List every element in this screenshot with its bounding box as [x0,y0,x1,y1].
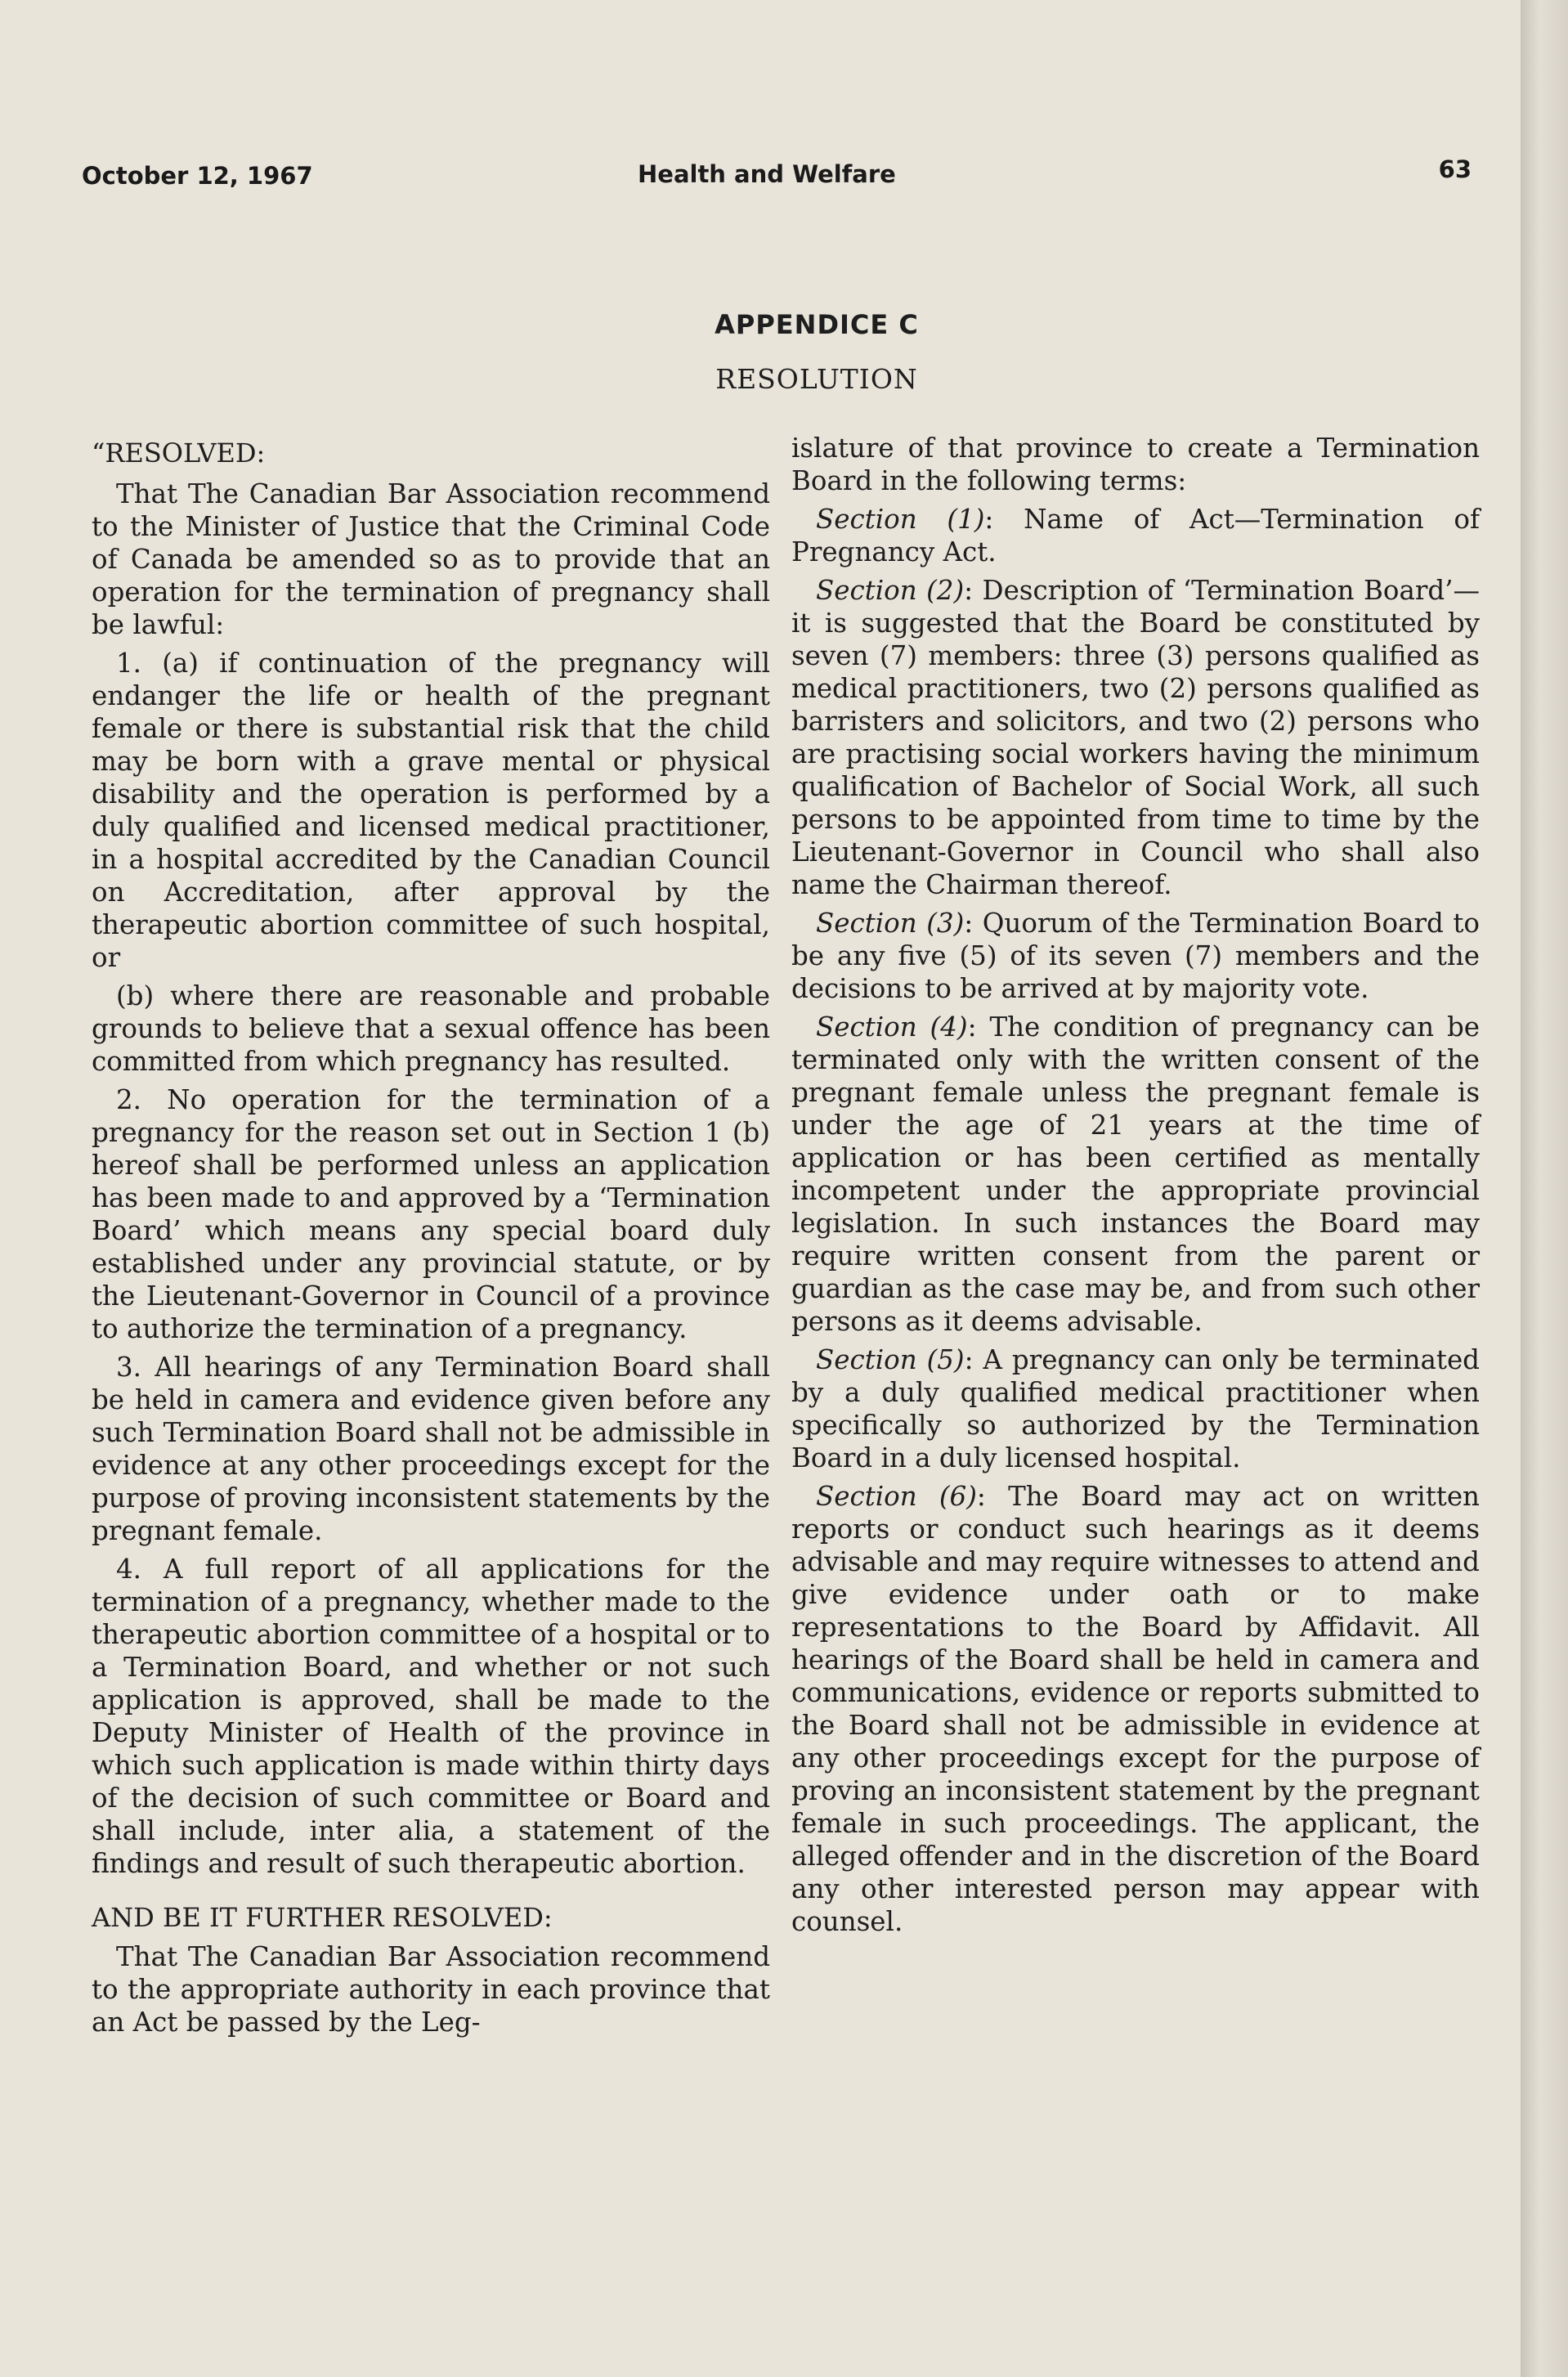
resolution-intro: That The Canadian Bar Association recommend to the Minister of Justice that the Criminal Code of Canada be amended so as to provide that an operation for the termination of pregnancy shall be lawful: [92,478,770,640]
section-2-text: : Description of ‘Termination Board’—it is suggested that the Board be constituted by seven (7) members: three (3) persons qualified as medical practitioners, two (2) persons qualified as barristers and solicitors, and two (2) persons who are practising social workers having the minimum qualification of Bachelor of Social Work, all such persons to be appointed from time to time by the Lieutenant-Governor in Council who shall also name the Chairman thereof. [791,575,1480,900]
resolution-item-1a: 1. (a) if continuation of the pregnancy will endanger the life or health of the pregnant female or there is substantial risk that the child may be born with a grave mental or physical disability and the operation is performed by a duly qualified and licensed medical practitioner, in a hospital accredited by the Canadian Council on Accreditation, after approval by the therapeutic abortion committee of such hospital, or [92,648,770,973]
resolution-item-2: 2. No operation for the termination of a pregnancy for the reason set out in Section 1 (b) hereof shall be performed unless an application has been made to and approved by a ‘Termination Board’ which means any special board duly established under any provincial statute, or by the Lieutenant-Governor in Council of a province to authorize the termination of a pregnancy. [92,1084,770,1344]
resolution-item-3: 3. All hearings of any Termination Board shall be held in camera and evidence given before any such Termination Board shall not be admissible in evidence at any other proceedings except for the purpose of proving inconsistent statements by the pregnant female. [92,1352,770,1546]
running-header [82,155,1472,196]
header-date: October 12, 1967 [82,162,313,190]
left-column [92,432,770,2044]
resolution-item-4: 4. A full report of all applications for the termination of a pregnancy, whether made to the therapeutic abortion committee of a hospital or to a Termination Board, and whether or not such application is approved, shall be made to the Deputy Minister of Health of the province in which such application is made within thirty days of the decision of such committee or Board and shall include, inter alia, a statement of the findings and result of such therapeutic abortion. [92,1554,770,1879]
right-column [791,432,1480,1944]
section-1-text: : Name of Act—Termination of Pregnancy Act. [791,504,1480,567]
page-number: 63 [1438,155,1472,183]
section-6-text: : The Board may act on written reports or conduct such hearings as it deems advisable and may require witnesses to attend and give evidence under oath or to make representations to the Board by Affidavit. All hearings of the Board shall be held in camera and communications, evidence or reports submitted to the Board shall not be admissible in evidence at any other proceedings except for the purpose of proving an inconsistent statement by the pregnant female in such proceedings. The applicant, the alleged offender and in the discretion of the Board any other interested person may appear with counsel. [791,1481,1480,1937]
resolution-item-1b: (b) where there are reasonable and probable grounds to believe that a sexual offence has been committed from which pregnancy has resulted. [92,980,770,1077]
section-4 [791,1011,1480,1338]
resolved-heading: “RESOLVED: [92,437,266,469]
section-3-text: : Quorum of the Termination Board to be any five (5) of its seven (7) members and the decisions to be arrived at by majority vote. [791,908,1480,1004]
page-edge [1521,0,1568,2377]
section-3-label: Section (3) [816,908,965,939]
further-resolved-heading: AND BE IT FURTHER RESOLVED: [92,1902,553,1933]
section-3 [791,907,1480,1005]
section-6 [791,1480,1480,1938]
section-2-label: Section (2) [816,575,965,606]
section-5-text: : A pregnancy can only be terminated by a duly qualified medical practitioner when specifically so authorized by the Termination Board in a duly licensed hospital. [791,1344,1480,1473]
section-1-label: Section (1) [816,504,985,535]
section-6-label: Section (6) [816,1481,977,1512]
section-4-text: : The condition of pregnancy can be terminated only with the written consent of the pregnant female unless the pregnant female is under the age of 21 years at the time of application or has been certified as mentally incompetent under the appropriate provincial legislation. In such instances the Board may require written consent from the parent or guardian as the case may be, and from such other persons as it deems advisable. [791,1011,1480,1337]
resolution-title: RESOLUTION [715,363,918,395]
header-section-title: Health and Welfare [638,160,896,188]
further-resolved-text: That The Canadian Bar Association recommend to the appropriate authority in each province that an Act be passed by the Leg- [92,1941,770,2038]
appendix-title: APPENDICE C [715,309,919,340]
continuation-text: islature of that province to create a Termination Board in the following terms: [791,433,1480,496]
section-2 [791,574,1480,901]
section-4-label: Section (4) [816,1011,968,1043]
section-5-label: Section (5) [816,1344,965,1375]
section-5 [791,1343,1480,1474]
section-1 [791,503,1480,568]
